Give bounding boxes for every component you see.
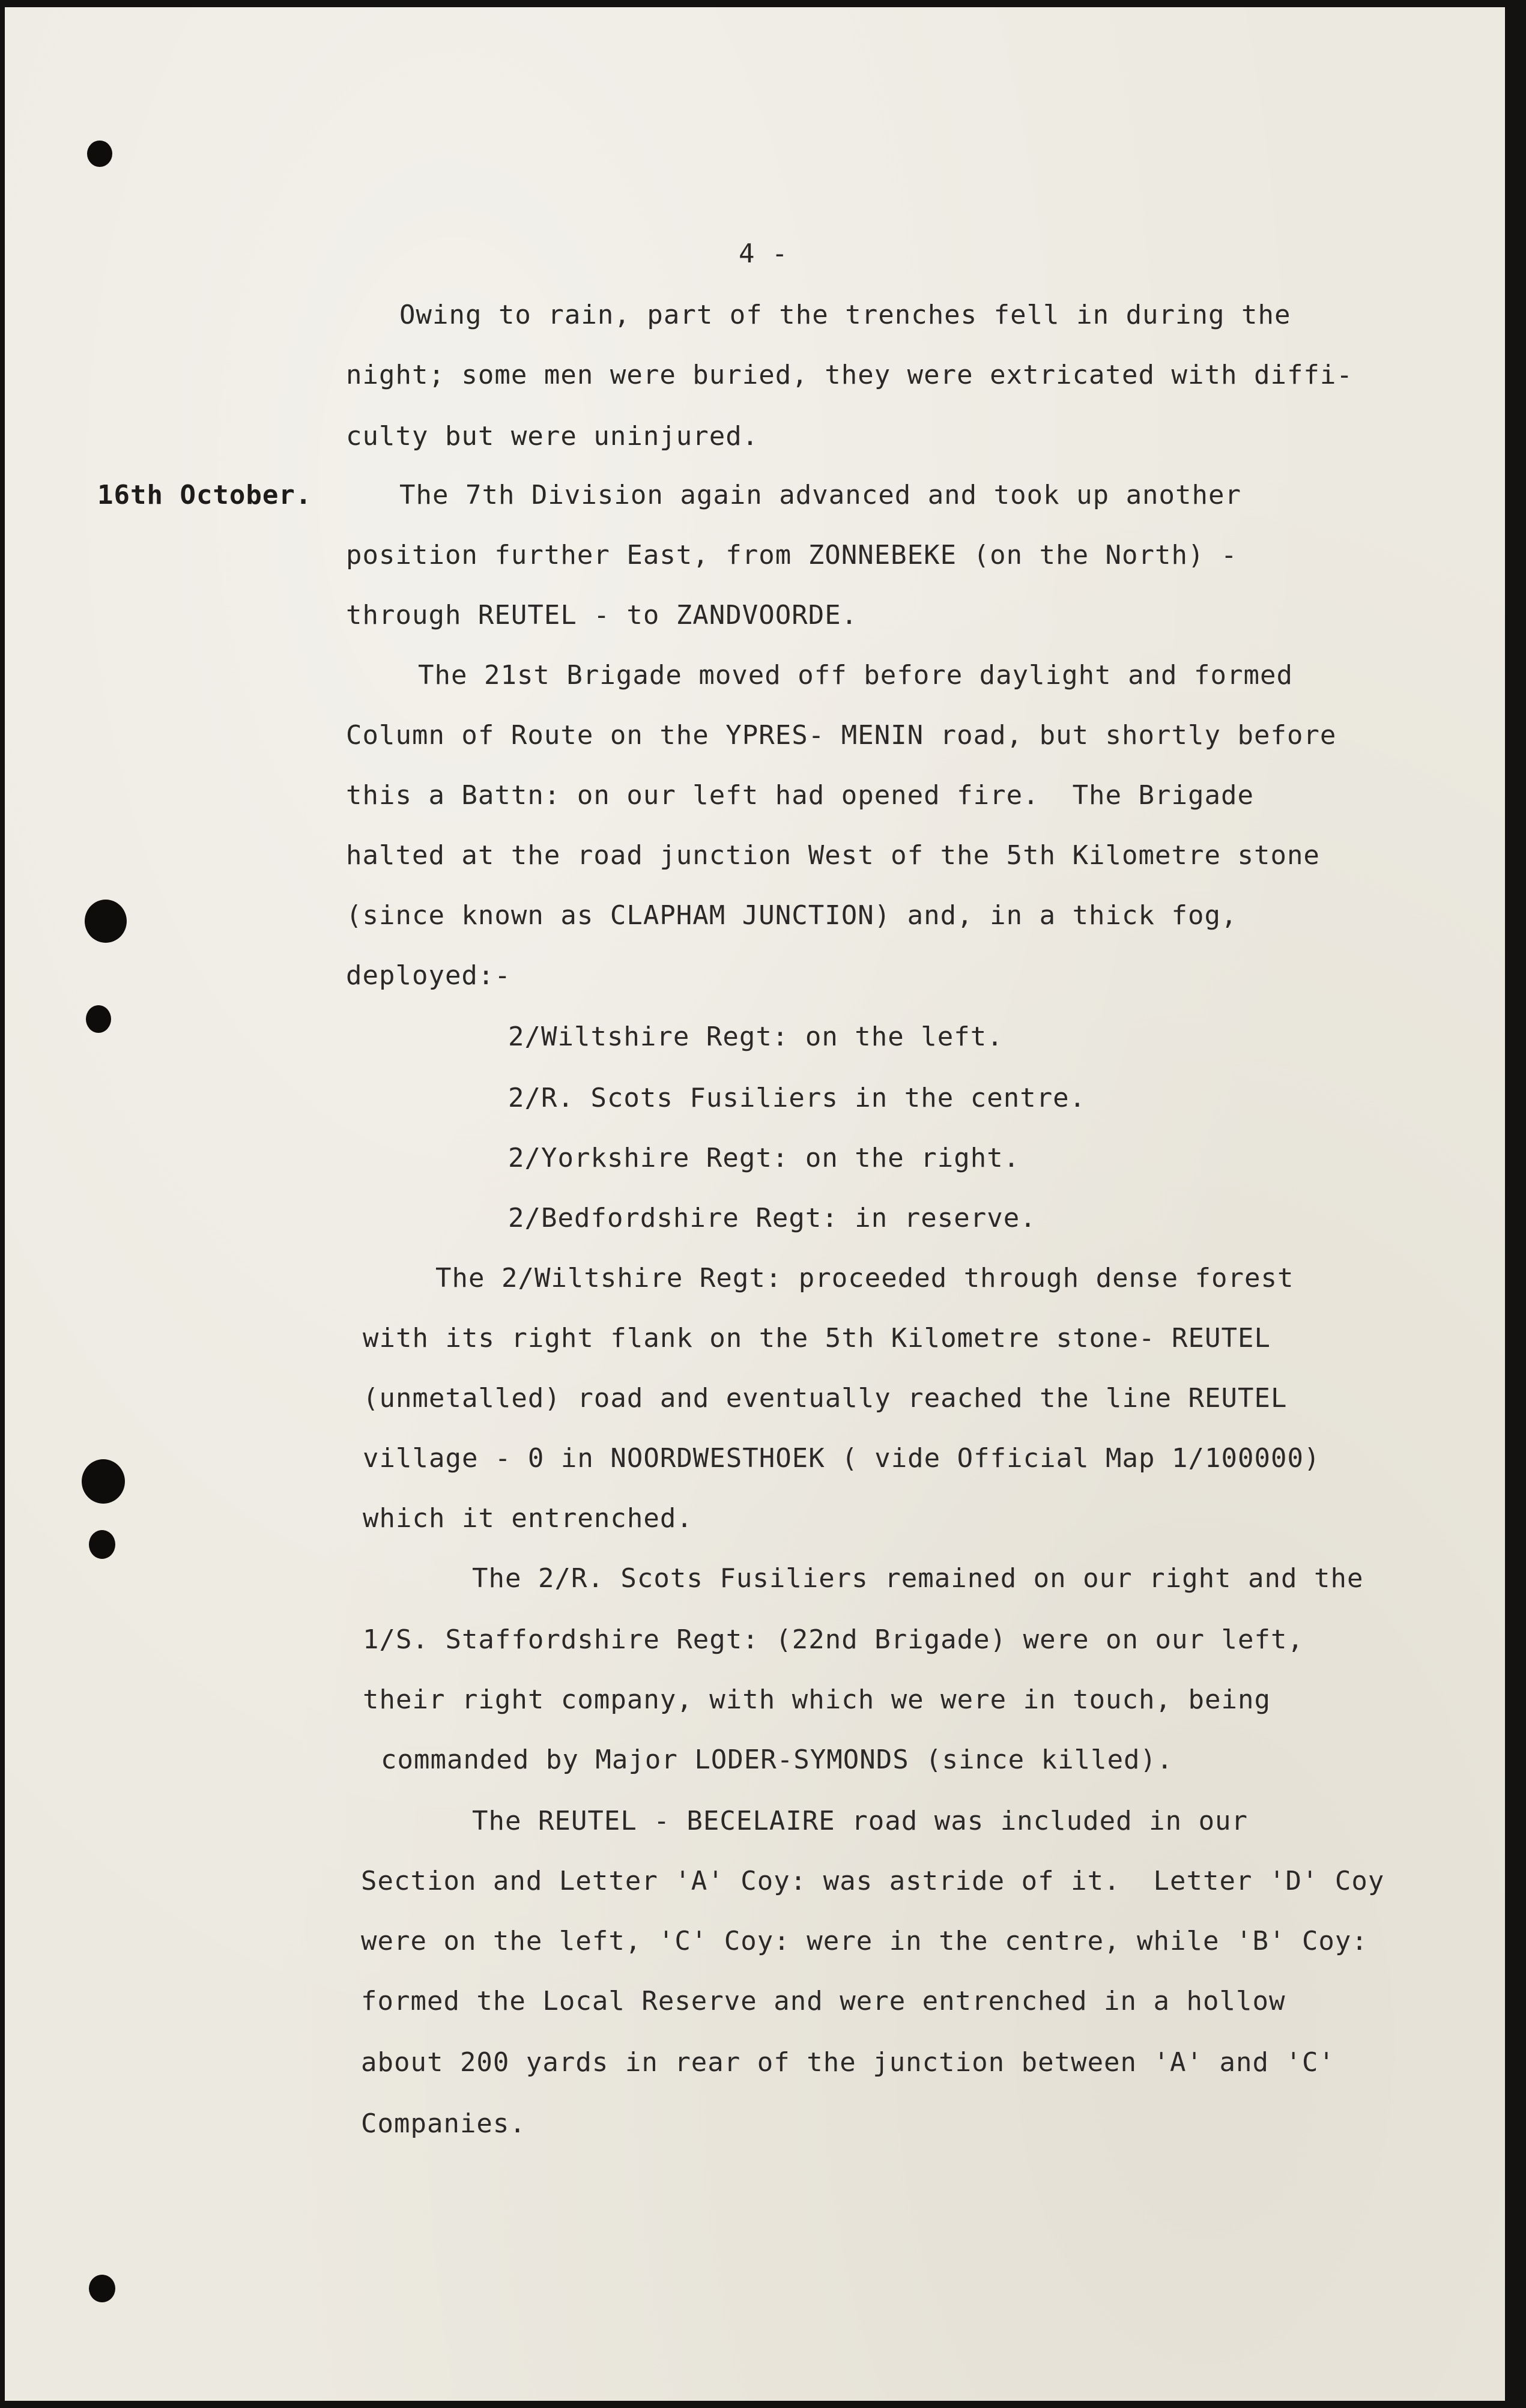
deployment-item: 2/Bedfordshire Regt: in reserve. — [508, 1203, 1037, 1233]
paragraph-line: The 21st Brigade moved off before daylight and formed — [418, 660, 1293, 691]
paragraph-line: halted at the road junction West of the 5th Kilometre stone — [346, 840, 1320, 871]
paragraph-line: The 7th Division again advanced and took up another — [399, 480, 1242, 510]
paragraph-line: culty but were uninjured. — [346, 421, 759, 452]
deployment-item: 2/Yorkshire Regt: on the right. — [508, 1143, 1020, 1173]
document-page — [5, 7, 1505, 2401]
paragraph-line: (unmetalled) road and eventually reached the line REUTEL — [363, 1383, 1288, 1414]
page-number: 4 - — [739, 238, 789, 269]
paragraph-line: about 200 yards in rear of the junction between 'A' and 'C' — [361, 2047, 1335, 2078]
paragraph-line: Owing to rain, part of the trenches fell in during the — [399, 300, 1291, 330]
punch-hole-3 — [86, 1005, 111, 1033]
deployment-item: 2/R. Scots Fusiliers in the centre. — [508, 1083, 1086, 1113]
paragraph-line: Section and Letter 'A' Coy: was astride of it. Letter 'D' Coy — [361, 1866, 1385, 1896]
punch-hole-5 — [89, 1530, 115, 1559]
paragraph-line: Companies. — [361, 2108, 526, 2139]
paragraph-line: 1/S. Staffordshire Regt: (22nd Brigade) were on our left, — [363, 1624, 1304, 1655]
margin-date: 16th October. — [97, 480, 312, 510]
punch-hole-1 — [87, 141, 112, 167]
paragraph-line: The 2/R. Scots Fusiliers remained on our right and the — [472, 1563, 1364, 1594]
paragraph-line: deployed:- — [346, 960, 511, 991]
punch-hole-6 — [89, 2275, 115, 2302]
paragraph-line: (since known as CLAPHAM JUNCTION) and, in a thick fog, — [346, 900, 1238, 931]
paragraph-line: formed the Local Reserve and were entrenched in a hollow — [361, 1986, 1286, 2016]
paragraph-line: commanded by Major LODER-SYMONDS (since killed). — [381, 1744, 1173, 1775]
punch-hole-4 — [82, 1459, 125, 1504]
paragraph-line: with its right flank on the 5th Kilometre stone- REUTEL — [363, 1323, 1271, 1354]
paragraph-line: position further East, from ZONNEBEKE (on the North) - — [346, 540, 1238, 570]
paragraph-line: this a Battn: on our left had opened fire. The Brigade — [346, 780, 1254, 811]
paragraph-line: which it entrenched. — [363, 1503, 693, 1534]
paragraph-line: village - 0 in NOORDWESTHOEK ( vide Official Map 1/100000) — [363, 1443, 1321, 1474]
paragraph-line: night; some men were buried, they were extricated with diffi- — [346, 360, 1353, 390]
paragraph-line: Column of Route on the YPRES- MENIN road, but shortly before — [346, 720, 1337, 751]
punch-hole-2 — [85, 900, 127, 943]
paragraph-line: The 2/Wiltshire Regt: proceeded through dense forest — [435, 1263, 1294, 1293]
paragraph-line: their right company, with which we were in touch, being — [363, 1684, 1271, 1715]
paragraph-line: The REUTEL - BECELAIRE road was included in our — [472, 1806, 1249, 1836]
paragraph-line: were on the left, 'C' Coy: were in the centre, while 'B' Coy: — [361, 1926, 1368, 1956]
deployment-item: 2/Wiltshire Regt: on the left. — [508, 1021, 1004, 1052]
paragraph-line: through REUTEL - to ZANDVOORDE. — [346, 600, 858, 631]
